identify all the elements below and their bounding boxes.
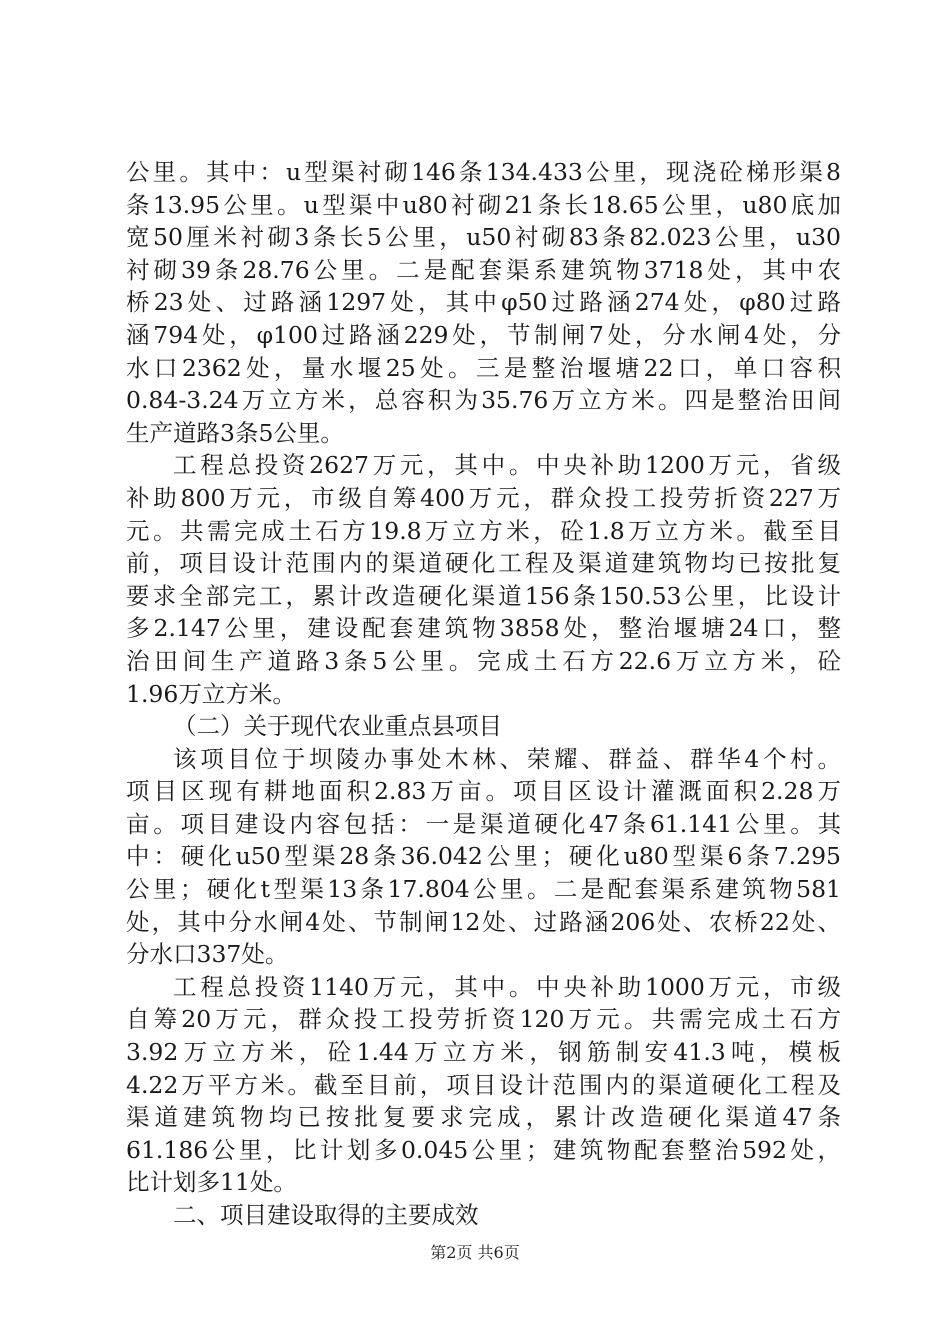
body-line: 渠道建筑物均已按批复要求完成，累计改造硬化渠道47条 [126,1103,841,1132]
body-line: 公里。其中：u型渠衬砌146条134.433公里，现浇砼梯形渠8 [126,158,841,186]
body-line: 处，其中分水闸4处、节制闸12处、过路涵206处、农桥22处、 [126,907,841,936]
body-line: 元。共需完成土石方19.8万立方米，砼1.8万立方米。截至目 [126,516,841,545]
body-line: 宽50厘米衬砌3条长5公里，u50衬砌83条82.023公里，u30 [126,223,841,252]
body-line: 公里；硬化t型渠13条17.804公里。二是配套渠系建筑物581 [126,875,841,904]
body-line: 4.22万平方米。截至目前，项目设计范围内的渠道硬化工程及 [126,1070,841,1099]
body-line: 水口2362处，量水堰25处。三是整治堰塘22口，单口容积 [126,353,841,382]
body-line: 该项目位于坝陵办事处木林、荣耀、群益、群华4个村。 [173,744,841,773]
body-line: 治田间生产道路3条5公里。完成土石方22.6万立方米，砼 [126,646,841,675]
body-line: 自筹20万元，群众投工投劳折资120万元。共需完成土石方 [126,1005,841,1034]
body-line: 61.186公里，比计划多0.045公里；建筑物配套整治592处， [126,1135,841,1164]
body-line: 桥23处、过路涵1297处，其中φ50过路涵274处，φ80过路 [126,288,841,317]
body-line: 多2.147公里，建设配套建筑物3858处，整治堰塘24口，整 [126,614,841,643]
body-line: 衬砌39条28.76公里。二是配套渠系建筑物3718处，其中农 [126,255,841,284]
body-line: 条13.95公里。u型渠中u80衬砌21条长18.65公里，u80底加 [126,190,841,219]
body-line: 亩。项目建设内容包括：一是渠道硬化47条61.141公里。其 [126,809,841,838]
document-body [126,156,841,1232]
body-line: 工程总投资1140万元，其中。中央补助1000万元，市级 [173,972,841,1001]
section-heading: （二）关于现代农业重点县项目 [173,712,502,741]
body-line: 1.96万立方米。 [126,679,296,708]
body-line: 比计划多11处。 [126,1168,297,1197]
body-line: 工程总投资2627万元，其中。中央补助1200万元，省级 [173,451,841,480]
body-line: 要求全部完工，累计改造硬化渠道156条150.53公里，比设计 [126,581,841,610]
body-line: 分水口337处。 [126,940,289,969]
body-line: 前，项目设计范围内的渠道硬化工程及渠道建筑物均已按批复 [126,549,841,578]
body-line: 补助800万元，市级自筹400万元，群众投工投劳折资227万 [126,483,841,512]
body-line: 生产道路3条5公里。 [126,418,344,447]
body-line: 涵794处，φ100过路涵229处，节制闸7处，分水闸4处，分 [126,320,841,349]
body-line: 3.92万立方米，砼1.44万立方米，钢筋制安41.3吨，模板 [126,1038,841,1067]
section-heading: 二、项目建设取得的主要成效 [173,1201,479,1229]
body-line: 0.84-3.24万立方米，总容积为35.76万立方米。四是整治田间 [126,386,841,415]
page-number-footer: 第2页 共6页 [430,1243,520,1262]
body-line: 项目区现有耕地面积2.83万亩。项目区设计灌溉面积2.28万 [126,777,841,806]
body-line: 中：硬化u50型渠28条36.042公里；硬化u80型渠6条7.295 [126,842,841,871]
